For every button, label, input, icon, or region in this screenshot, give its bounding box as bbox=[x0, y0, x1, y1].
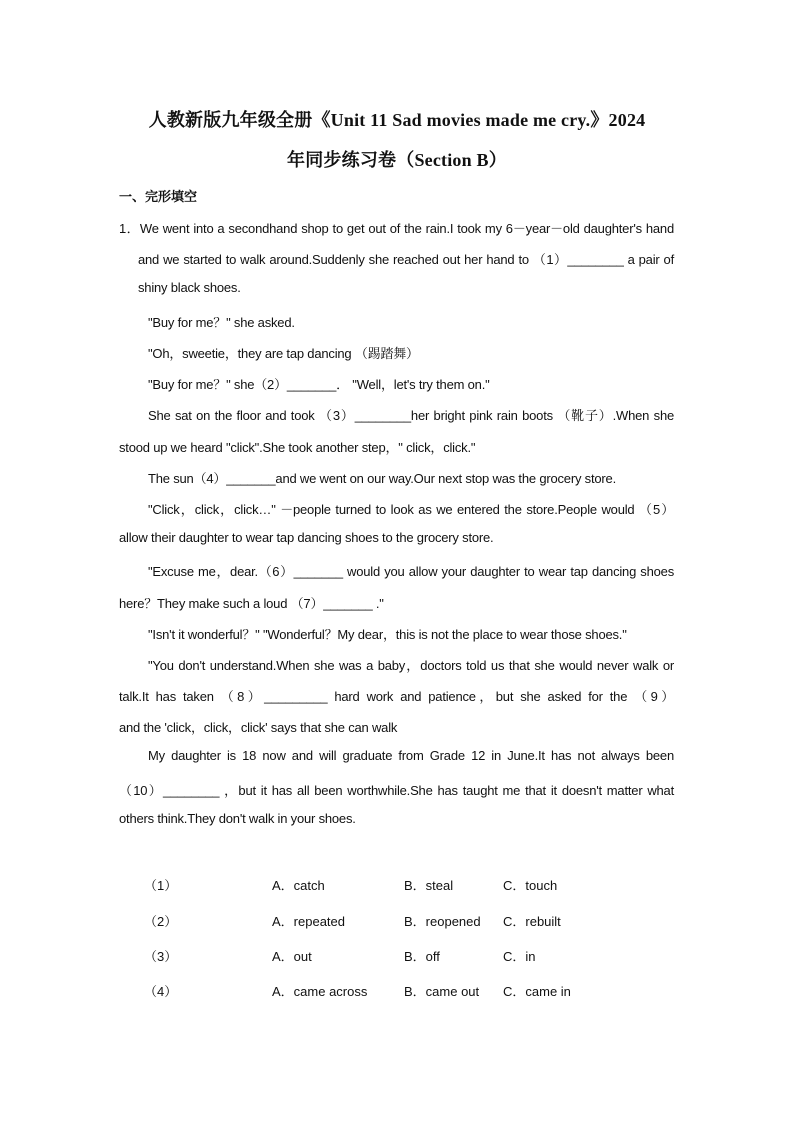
option-a[interactable]: A．out bbox=[272, 949, 312, 964]
option-c[interactable]: C．in bbox=[503, 949, 536, 964]
passage-line: "Oh，sweetie，they are tap dancing （踢踏舞） bbox=[148, 346, 419, 361]
option-c[interactable]: C．came in bbox=[503, 984, 571, 999]
option-b[interactable]: B．off bbox=[404, 949, 440, 964]
title-line-2: 年同步练习卷（Section B） bbox=[287, 150, 507, 170]
passage-line: others think.They don't walk in your shoes. bbox=[119, 811, 356, 826]
passage-line: and we started to walk around.Suddenly she reached out her hand to （1）________ a pair of bbox=[138, 252, 674, 267]
passage-line: The sun（4）_______and we went on our way.Our next stop was the grocery store. bbox=[148, 471, 616, 486]
passage-line: "Excuse me，dear.（6）_______ would you allow your daughter to wear tap dancing shoes bbox=[148, 564, 674, 579]
option-c[interactable]: C．rebuilt bbox=[503, 914, 561, 929]
passage-line: She sat on the floor and took （3）________her bright pink rain boots （靴子）.When she bbox=[148, 408, 674, 423]
option-b[interactable]: B．reopened bbox=[404, 914, 481, 929]
option-number: （3） bbox=[144, 949, 178, 964]
option-c[interactable]: C．touch bbox=[503, 878, 558, 893]
option-number: （4） bbox=[144, 984, 178, 999]
passage-line: talk.It has taken （8）_________ hard work and patience，but she asked for the （9） bbox=[119, 689, 674, 704]
option-a[interactable]: A．repeated bbox=[272, 914, 345, 929]
option-number: （2） bbox=[144, 914, 178, 929]
passage-line: here？They make such a loud （7）_______ ." bbox=[119, 596, 384, 611]
passage-line: 1．We went into a secondhand shop to get out of the rain.I took my 6－year－old daughter's hand bbox=[119, 221, 674, 236]
passage-line: （10）________ ，but it has all been worthwhile.She has taught me that it doesn't matter what bbox=[119, 783, 674, 798]
section-heading: 一、完形填空 bbox=[119, 190, 198, 205]
passage-line: "Isn't it wonderful？" "Wonderful？My dear，this is not the place to wear those shoes." bbox=[148, 627, 627, 642]
option-b[interactable]: B．steal bbox=[404, 878, 454, 893]
option-a[interactable]: A．catch bbox=[272, 878, 325, 893]
passage-line: My daughter is 18 now and will graduate from Grade 12 in June.It has not always been bbox=[148, 748, 674, 763]
passage-line: "You don't understand.When she was a baby，doctors told us that she would never walk or bbox=[148, 658, 674, 673]
passage-line: stood up we heard "click".She took another step，" click，click." bbox=[119, 440, 476, 455]
passage-line: and the 'click，click，click' says that she can walk bbox=[119, 720, 398, 735]
passage-line: "Buy for me？" she（2）_______． "Well，let's try them on." bbox=[148, 377, 490, 392]
option-b[interactable]: B．came out bbox=[404, 984, 480, 999]
passage-line: allow their daughter to wear tap dancing shoes to the grocery store. bbox=[119, 530, 494, 545]
passage-line: "Buy for me？" she asked. bbox=[148, 315, 295, 330]
passage-line: "Click，click，click…" －people turned to look as we entered the store.People would （5） bbox=[148, 502, 674, 517]
passage-line: shiny black shoes. bbox=[138, 280, 241, 295]
option-number: （1） bbox=[144, 878, 178, 893]
title-line-1: 人教新版九年级全册《Unit 11 Sad movies made me cry.》2024 bbox=[148, 110, 646, 130]
option-a[interactable]: A．came across bbox=[272, 984, 368, 999]
